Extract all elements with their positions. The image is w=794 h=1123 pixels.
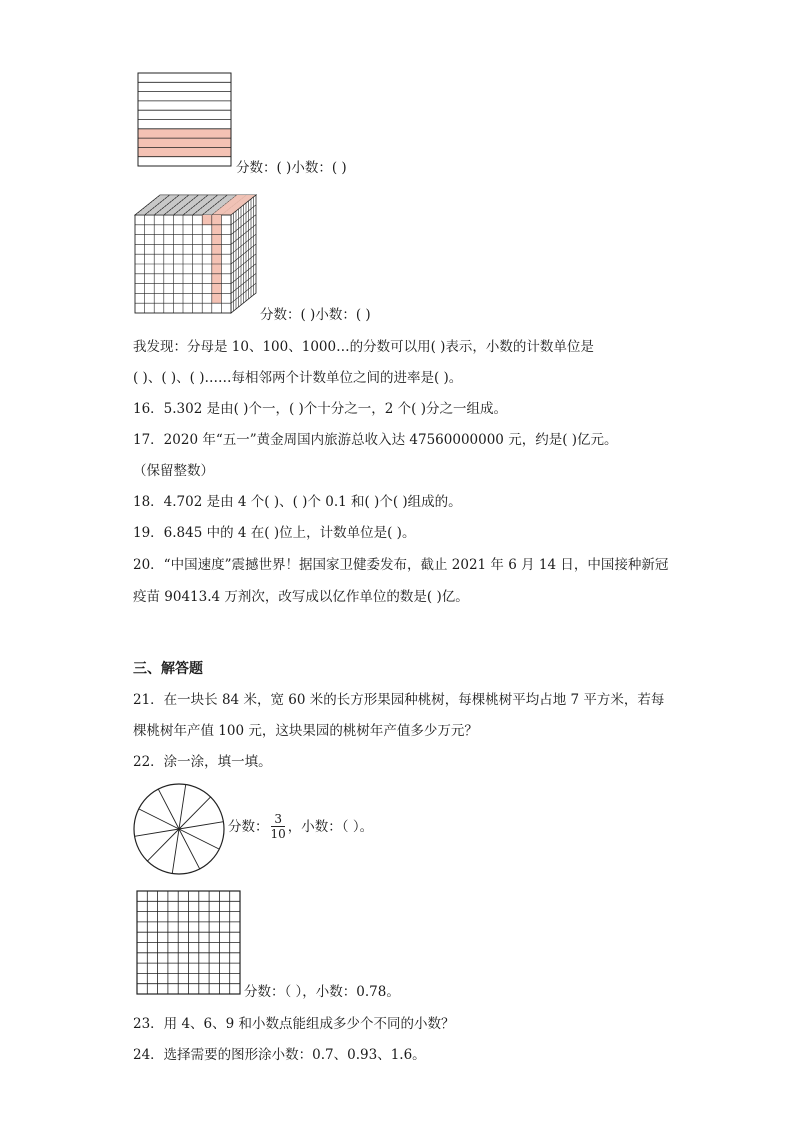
question-21-line-2: 棵桃树年产值 100 元，这块果园的桃树年产值多少万元？ <box>133 723 478 739</box>
question-20-line-1: 20．“中国速度”震撼世界！据国家卫健委发布，截止 2021 年 6 月 14 日，中国接种新冠 <box>133 557 669 573</box>
fraction-denominator: 10 <box>270 827 286 841</box>
fig1-caption: 分数：( )小数：( ) <box>236 160 347 176</box>
question-22: 22．涂一涂，填一填。 <box>133 754 272 770</box>
grid-label: 分数：（ ），小数：0.78。 <box>244 984 400 1000</box>
discover-line-1: 我发现：分母是 10、100、1000…的分数可以用( )表示，小数的计数单位是 <box>133 339 594 355</box>
section-title: 三、解答题 <box>133 661 203 677</box>
question-18: 18．4.702 是由 4 个( )、( )个 0.1 和( )个( )组成的。 <box>133 494 462 510</box>
question-21-line-1: 21．在一块长 84 米，宽 60 米的长方形果园种桃树，每棵桃树平均占地 7 平方米，若每 <box>133 692 665 708</box>
question-23: 23．用 4、6、9 和小数点能组成多少个不同的小数？ <box>133 1016 455 1032</box>
question-16: 16．5.302 是由( )个一，( )个十分之一，2 个( )分之一组成。 <box>133 401 507 417</box>
question-17-line-1: 17．2020 年“五一”黄金周国内旅游总收入达 47560000000 元，约是( )亿元。 <box>133 432 618 448</box>
question-19: 19．6.845 中的 4 在( )位上，计数单位是( )。 <box>133 525 416 541</box>
fig2-caption: 分数：( )小数：( ) <box>260 307 371 323</box>
question-20-line-2: 疫苗 90413.4 万剂次，改写成以亿作单位的数是( )亿。 <box>133 589 469 605</box>
discover-line-2: ( )、( )、( )……每相邻两个计数单位之间的进率是( )。 <box>133 370 463 386</box>
circle-label-suffix: ，小数：（ ）。 <box>287 818 374 835</box>
fraction-numerator: 3 <box>274 812 282 826</box>
question-17-line-2: （保留整数） <box>133 463 214 479</box>
question-24: 24．选择需要的图形涂小数：0.7、0.93、1.6。 <box>133 1047 426 1063</box>
circle-label-prefix: 分数： <box>228 818 269 835</box>
